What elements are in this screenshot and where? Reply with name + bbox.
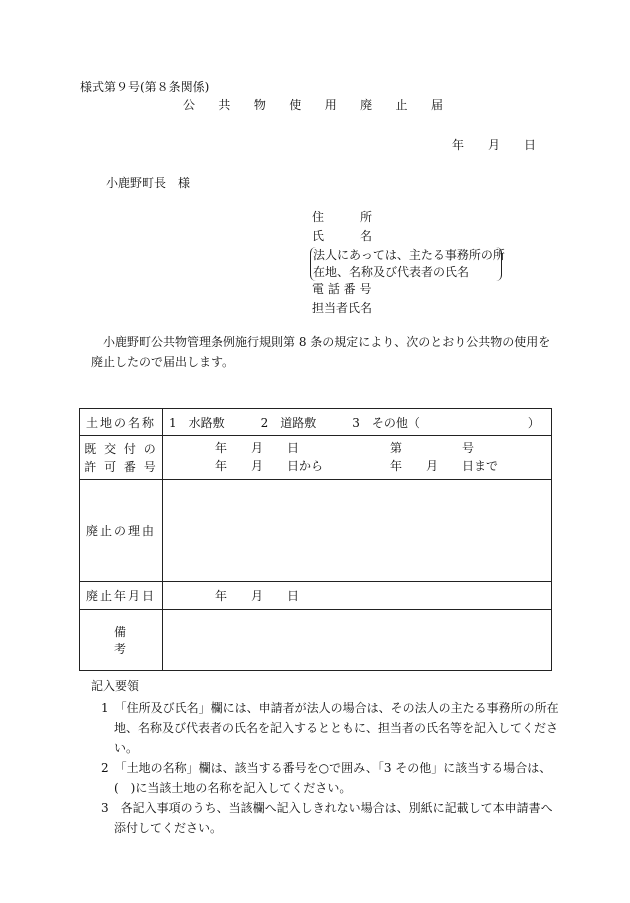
row-reason (80, 480, 552, 582)
permit-number: 第 号 (390, 441, 475, 455)
permit-issue-date: 年 月 日 (215, 441, 300, 455)
notification-table (79, 408, 552, 671)
title-char: 用 (324, 98, 337, 112)
address-label: 住 所 (312, 210, 373, 224)
date-year: 年 (452, 138, 465, 152)
date-month: 月 (488, 138, 501, 152)
permit-label-line1: 既 交 付 の (84, 441, 158, 456)
instructions (91, 676, 561, 838)
title-char: 共 (218, 98, 231, 112)
abolish-date-value: 年 月 日 (163, 582, 552, 610)
land-options: 1 水路敷 2 道路敷 3 その他（ ） (163, 409, 552, 436)
row-permit-number (80, 436, 552, 480)
row-abolish-date (80, 582, 552, 610)
instruction-item: 3 各記入事項のうち、当該欄へ記入しきれない場合は、別紙に記載して本申請書へ添付してください。 (101, 801, 553, 835)
reason-label: 廃止の理由 (80, 480, 163, 582)
permit-number-value (163, 436, 552, 480)
title-char: 届 (430, 98, 443, 112)
staff-name-label: 担当者氏名 (312, 301, 373, 315)
corporate-note-line2: 在地、名称及び代表者の氏名 (313, 265, 470, 279)
form-number: 様式第９号(第８条関係) (80, 80, 210, 94)
permit-label-line2: 許 可 番 号 (84, 459, 158, 474)
abolish-date-label: 廃止年月日 (80, 582, 163, 610)
title-char: 公 (183, 98, 196, 112)
statement-text (91, 332, 551, 372)
permit-period-to: 年 月 日まで (390, 459, 499, 473)
permit-period-from: 年 月 日から (215, 459, 324, 473)
corporate-note (310, 247, 505, 281)
date-day: 日 (524, 138, 537, 152)
title-char: 使 (289, 98, 302, 112)
permit-number-label (80, 436, 163, 480)
row-remarks (80, 610, 552, 671)
statement-paragraph: 小鹿野町公共物管理条例施行規則第 8 条の規定により、次のとおり公共物の使用を廃止したので届出します。 (91, 335, 551, 369)
remarks-value (163, 610, 552, 671)
remarks-label: 備 考 (80, 610, 163, 671)
corporate-note-line1: 法人にあっては、主たる事務所の所 (313, 248, 505, 262)
addressee: 小鹿野町長 様 (106, 176, 191, 190)
title-char: 止 (395, 98, 408, 112)
instruction-item: 1 「住所及び氏名」欄には、申請者が法人の場合は、その法人の主たる事務所の所在地、名称及び代表者の氏名を記入するとともに、担当者の氏名等を記入してください。 (101, 701, 559, 755)
instruction-item: 2 「土地の名称」欄は、該当する番号を○で囲み、「3 その他」に該当する場合は、( )に当該土地の名称を記入してください。 (101, 761, 552, 795)
title-char: 廃 (360, 98, 373, 112)
document-title (183, 99, 443, 111)
reason-value (163, 480, 552, 582)
row-land-name (80, 409, 552, 436)
phone-label: 電 話 番 号 (312, 282, 372, 296)
title-char: 物 (253, 98, 266, 112)
instructions-heading: 記入要領 (91, 679, 140, 693)
name-label: 氏 名 (312, 229, 373, 243)
land-name-label: 土地の名称 (80, 409, 163, 436)
